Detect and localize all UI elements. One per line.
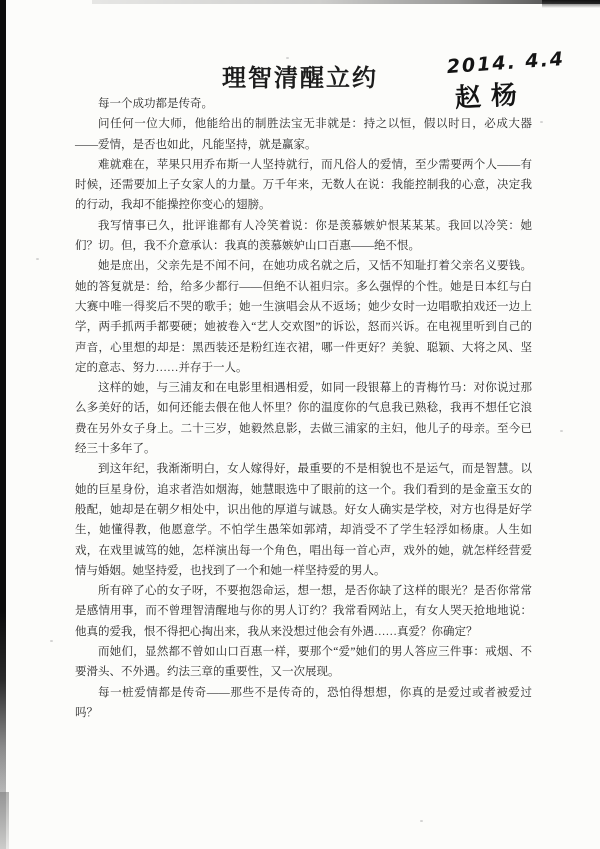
document-title: 理智清醒立约 <box>222 66 378 92</box>
paragraph: 问任何一位大师，他能给出的制胜法宝无非就是：持之以恒，假以时日，必成大器——爱情，是否也如此，凡能坚持，就是赢家。 <box>75 118 532 151</box>
scan-speck <box>50 640 53 642</box>
scan-speck <box>560 430 563 432</box>
handwritten-signature: 赵杨 <box>453 79 528 114</box>
paragraph: 每一个成功都是传奇。 <box>98 98 213 110</box>
scan-speck <box>540 121 543 123</box>
paragraph: 我写情事已久，批评谁都有人冷笑着说：你是羡慕嫉妒恨某某某。我回以冷笑：她们？切。但，我不介意承认：我真的羡慕嫉妒山口百惠——绝不恨。 <box>75 219 532 253</box>
paragraph: 这样的她，与三浦友和在电影里相遇相爱，如同一段银幕上的青梅竹马：对你说过那么多美好的话，如何还能去偎在他人怀里？你的温度你的气息我已熟稔，我再不想任它浪费在另外女子身上。二十三岁，她毅然息影，去做三浦家的主妇，他儿子的母亲。至今已经三十多年了。 <box>75 382 532 456</box>
paragraph: 难就难在，苹果只用乔布斯一人坚持就行，而凡俗人的爱情，至少需要两个人——有时候，还需要加上子女家人的力量。万千年来，无数人在说：我能控制我的心意，决定我的行动，我却不能操控你变心的翅膀。 <box>75 158 532 212</box>
article-body <box>75 94 532 723</box>
paragraph: 所有碎了心的女子呀，不要抱怨命运，想一想，是否你缺了这样的眼光？是否你常常是感情用事，而不曾理智清醒地与你的男人订约？我常看网站上，有女人哭天抢地地说：他真的爱我，恨不得把心掏出来，我从来没想过他会有外遇……真爱？你确定？ <box>75 585 532 638</box>
handwritten-date: 2014. 4.4 <box>445 47 566 79</box>
scan-edge-top-strip <box>92 0 600 4</box>
scan-smudge-bottom-left <box>0 792 9 849</box>
paragraph: 她是庶出，父亲先是不闻不问，在她功成名就之后，又恬不知耻打着父亲名义要钱。她的答复就是：给，给多少都行——但绝不认祖归宗。多么强悍的个性。她是日本红与白大赛中唯一得奖后不哭的歌手；她一生演唱会从不返场；她少女时一边唱歌拍戏还一边上学，两手抓两手都要硬；她被卷入“艺人交欢图”的诉讼，怒而兴诉。在电视里听到自己的声音，心里想的却是：黑西装还是粉红连衣裙，哪一件更好？美貌、聪颖、大将之风、坚定的意志、努力……并存于一人。 <box>75 260 532 374</box>
paragraph: 到这年纪，我渐渐明白，女人嫁得好，最重要的不是相貌也不是运气，而是智慧。以她的巨星身份，追求者浩如烟海，她慧眼选中了眼前的这一个。我们看到的是金童玉女的般配，她却是在朝夕相处中，识出他的厚道与诚恳。好女人确实是学校，对方也得是好学生，她懂得教，他愿意学。不怕学生愚笨如郭靖，却消受不了学生轻浮如杨康。人生如戏，在戏里诚笃的她，怎样演出每一个角色，唱出每一首心声，戏外的她，就怎样经营爱情与婚姻。她坚持爱，也找到了一个和她一样坚持爱的男人。 <box>75 463 532 577</box>
scan-edge-left-bar <box>0 0 6 849</box>
scan-edge-top-right-corner <box>542 0 600 8</box>
scan-speck <box>420 820 423 822</box>
scan-speck <box>36 258 39 260</box>
paragraph: 每一桩爱情都是传奇——那些不是传奇的，恐怕得想想，你真的是爱过或者被爱过吗？ <box>75 686 532 719</box>
paragraph: 而她们，显然都不曾如山口百惠一样，要那个“爱”她们的男人答应三件事：戒烟、不要滑头、不外遇。约法三章的重要性，又一次展现。 <box>75 646 532 679</box>
